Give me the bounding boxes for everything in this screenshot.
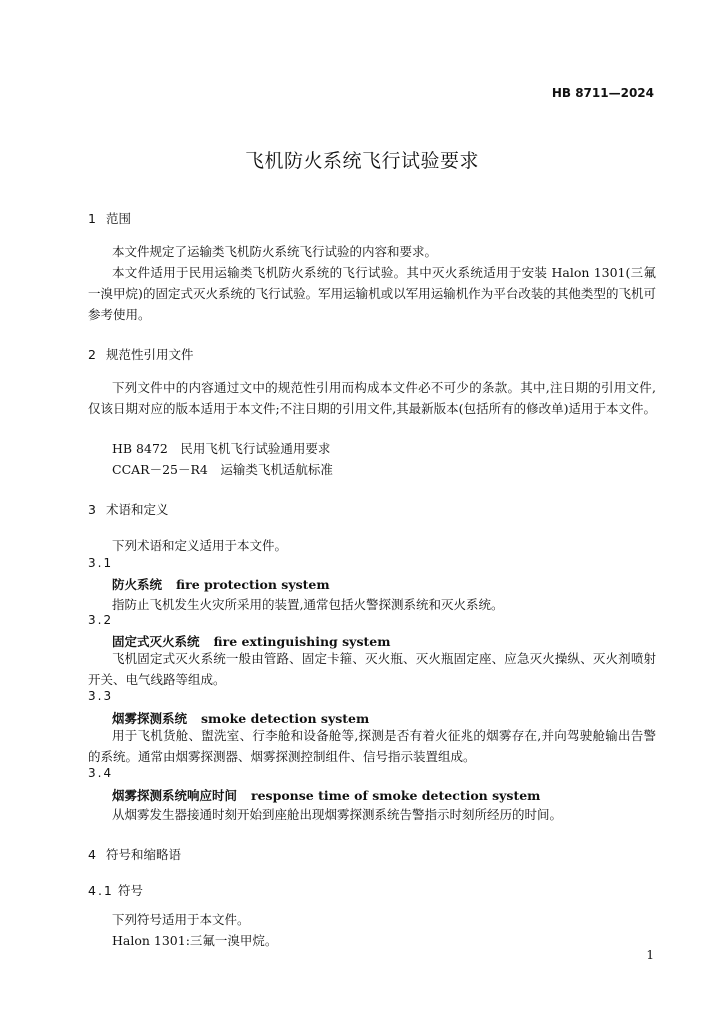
document-code: HB 8711—2024 (551, 86, 654, 100)
page-number: 1 (646, 948, 654, 962)
term-number: 3.4 (88, 766, 114, 780)
term-definition: 用于飞机货舱、盥洗室、行李舱和设备舱等,探测是否有着火征兆的烟雾存在,并向驾驶舱输出告警的系统。通常由烟雾探测器、烟雾探测控制组件、信号指示装置组成。 (88, 728, 656, 764)
term-cn: 烟雾探测系统响应时间 (112, 788, 238, 803)
section-title: 范围 (106, 211, 132, 226)
section-title: 规范性引用文件 (106, 347, 194, 362)
term-en: fire extinguishing system (213, 634, 391, 649)
subsection-number: 4.1 (88, 883, 114, 898)
term-definition: 指防止飞机发生火灾所采用的装置,通常包括火警探测系统和灭火系统。 (112, 597, 504, 612)
section-title: 符号和缩略语 (106, 847, 182, 862)
scope-paragraph-2: 本文件适用于民用运输类飞机防火系统的飞行试验。其中灭火系统适用于安装 Halon 1301(三氟一溴甲烷)的固定式灭火系统的飞行试验。军用运输机或以军用运输机作为平台改装的其他类型的飞机可参考使用。 (88, 265, 656, 322)
subsection-title: 符号 (118, 883, 144, 898)
term-definition: 飞机固定式灭火系统一般由管路、固定卡箍、灭火瓶、灭火瓶固定座、应急灭火操纵、灭火剂喷射开关、电气线路等组成。 (88, 651, 656, 687)
symbol-item: Halon 1301:三氟一溴甲烷。 (112, 933, 278, 948)
term-en: smoke detection system (201, 711, 370, 726)
term-en: response time of smoke detection system (251, 788, 541, 803)
section-number: 2 (88, 347, 96, 362)
terms-intro: 下列术语和定义适用于本文件。 (112, 538, 288, 553)
symbols-intro: 下列符号适用于本文件。 (112, 912, 250, 927)
term-cn: 固定式灭火系统 (112, 634, 200, 649)
section-3-heading (88, 500, 169, 518)
term-cn: 防火系统 (112, 577, 163, 592)
section-4-heading (88, 845, 181, 863)
subsection-4-1-heading (88, 881, 143, 899)
section-title: 术语和定义 (106, 502, 169, 517)
section-number: 4 (88, 847, 96, 862)
scope-paragraph-1: 本文件规定了运输类飞机防火系统飞行试验的内容和要求。 (112, 244, 438, 259)
document-title: 飞机防火系统飞行试验要求 (244, 150, 479, 172)
term-en: fire protection system (176, 577, 330, 592)
section-2-heading (88, 345, 194, 363)
term-number: 3.1 (88, 556, 114, 570)
references-paragraph: 下列文件中的内容通过文中的规范性引用而构成本文件必不可少的条款。其中,注日期的引用文件,仅该日期对应的版本适用于本文件;不注日期的引用文件,其最新版本(包括所有的修改单)适用于本文件。 (88, 380, 656, 416)
reference-item: CCAR－25－R4 运输类飞机适航标准 (112, 462, 333, 477)
term-heading (112, 786, 540, 804)
term-heading (112, 575, 330, 593)
term-number: 3.3 (88, 689, 114, 703)
section-1-heading (88, 209, 131, 227)
section-number: 1 (88, 211, 96, 226)
term-number: 3.2 (88, 613, 114, 627)
term-cn: 烟雾探测系统 (112, 711, 188, 726)
term-definition: 从烟雾发生器接通时刻开始到座舱出现烟雾探测系统告警指示时刻所经历的时间。 (112, 807, 563, 822)
reference-item: HB 8472 民用飞机飞行试验通用要求 (112, 441, 331, 456)
section-number: 3 (88, 502, 96, 517)
